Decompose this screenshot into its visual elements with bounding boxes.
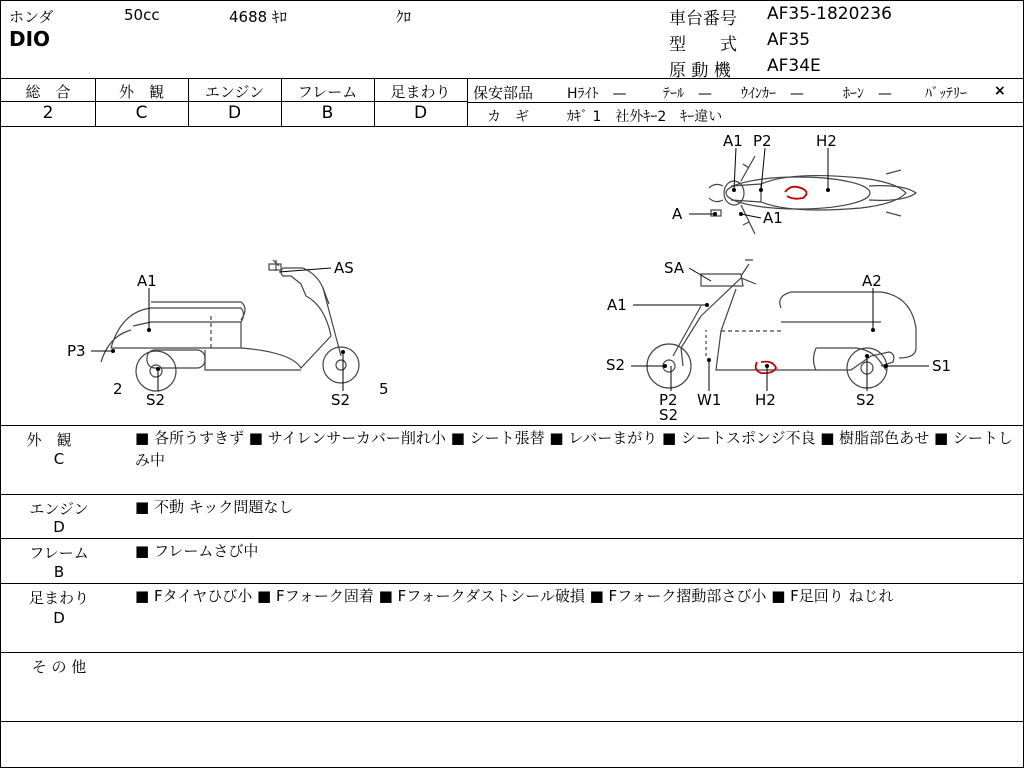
diagram-label: S2	[856, 391, 876, 409]
diagram-label: 2	[113, 380, 123, 398]
diagram-label: H2	[816, 132, 837, 150]
grade-overall-label: 総 合	[25, 83, 71, 101]
divider	[1, 538, 1023, 539]
section-other-title: そ の 他	[31, 658, 87, 676]
section-exterior-text: ■ 各所うすきず ■ サイレンサーカバー削れ小 ■ シート張替 ■ レバーまがり ■ シートスポンジ不良 ■ 樹脂部色あせ ■ シートしみ中	[135, 429, 1013, 469]
divider	[467, 78, 468, 126]
grade-frame-label: フレーム	[297, 83, 358, 101]
diagram-label: S1	[932, 357, 952, 375]
model-name: DIO	[9, 27, 51, 51]
frame-no: AF35-1820236	[767, 4, 892, 24]
section-frame-grade: B	[53, 563, 65, 581]
key-value: ｶｷﾞ 1 社外ｷｰ2 ｷｰ違い	[567, 109, 723, 125]
divider	[1, 494, 1023, 495]
divider	[1, 652, 1023, 653]
divider	[1, 425, 1023, 426]
grade-exterior-label: 外 観	[118, 83, 164, 101]
grade-exterior-value: C	[135, 103, 148, 123]
mileage: 4688 ｷﾛ	[229, 8, 287, 26]
section-suspension-text: ■ Fタイヤひび小 ■ Fフォーク固着 ■ Fフォークダストシール破損 ■ Fフォーク摺動部さび小 ■ F足回り ねじれ	[135, 587, 894, 605]
section-engine-title: エンジン	[29, 500, 89, 518]
diagram-label: A1	[763, 209, 783, 227]
grade-overall-value: 2	[42, 103, 54, 123]
type-value: AF35	[767, 30, 811, 50]
maker: ホンダ	[9, 8, 54, 26]
safety-battery-label: ﾊﾞｯﾃﾘｰ	[925, 86, 967, 102]
diagram-label: A1	[607, 296, 627, 314]
diagram-label: S2	[659, 406, 679, 424]
diagram-label: P3	[67, 342, 86, 360]
diagram-label: H2	[755, 391, 776, 409]
top-damage-mark	[785, 187, 807, 199]
grade-suspension-value: D	[413, 103, 428, 123]
diagram-label: S2	[146, 391, 166, 409]
safety-label: 保安部品	[473, 84, 534, 102]
section-frame-title: フレーム	[29, 544, 89, 562]
safety-horn: ﾎｰﾝ —	[843, 86, 892, 102]
diagram-label: W1	[697, 391, 722, 409]
displacement: 50cc	[124, 6, 160, 24]
section-engine-text: ■ 不動 キック問題なし	[135, 498, 294, 516]
key-label: カ ギ	[487, 109, 529, 125]
section-frame-text: ■ フレームさび中	[135, 542, 259, 560]
diagram-label: S2	[606, 356, 626, 374]
color: ｸﾛ	[396, 8, 412, 26]
diagram-label: S2	[331, 391, 351, 409]
top-view-scooter	[709, 156, 916, 234]
diagram-label: P2	[753, 132, 772, 150]
diagram-label: 5	[379, 380, 389, 398]
frame-no-label: 車台番号	[669, 9, 737, 29]
grade-engine-label: エンジン	[204, 83, 265, 101]
diagram-label: A	[672, 205, 683, 223]
safety-headlight: Hﾗｲﾄ —	[567, 86, 627, 102]
grade-suspension-label: 足まわり	[390, 83, 451, 101]
section-exterior-title: 外 観	[26, 431, 72, 449]
engine-value: AF34E	[767, 56, 821, 76]
battery-missing-mark: ×	[994, 83, 1006, 99]
diagram-label: A1	[137, 272, 157, 290]
type-label: 型 式	[669, 35, 737, 55]
diagram-label: A2	[862, 272, 882, 290]
diagram-label: AS	[334, 259, 354, 277]
section-suspension-grade: D	[53, 609, 65, 627]
section-engine-grade: D	[53, 518, 65, 536]
diagram-label: P2	[659, 391, 678, 409]
safety-winker: ｳｲﾝｶｰ —	[741, 86, 804, 102]
safety-tail: ﾃｰﾙ —	[663, 86, 712, 102]
divider	[1, 583, 1023, 584]
engine-label: 原 動 機	[669, 61, 731, 81]
grade-frame-value: B	[321, 103, 334, 123]
divider	[1, 721, 1023, 722]
grade-engine-value: D	[227, 103, 242, 123]
section-suspension-title: 足まわり	[28, 589, 89, 607]
section-exterior-grade: C	[53, 450, 65, 468]
diagram-label: A1	[723, 132, 743, 150]
divider	[1, 78, 1023, 79]
diagram-label: SA	[664, 259, 685, 277]
